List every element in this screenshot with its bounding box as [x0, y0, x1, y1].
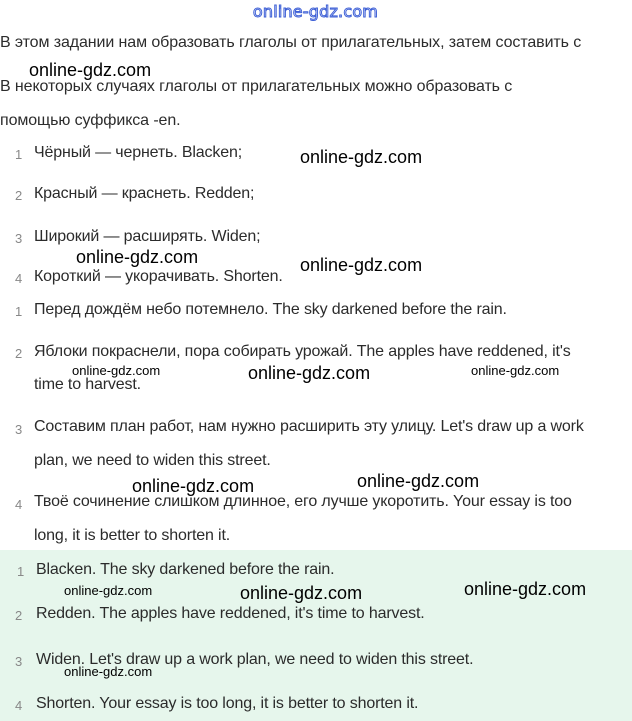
answer-item: Blacken. The sky darkened before the rain.: [36, 561, 335, 578]
watermark: online-gdz.com: [240, 583, 363, 603]
intro-line-1: В этом задании нам образовать глаголы от прилагательных, затем составить с: [0, 34, 582, 51]
list-b-item: Перед дождём небо потемнело. The sky darkened before the rain.: [34, 301, 507, 318]
list-a-item: Красный — краснеть. Redden;: [34, 185, 255, 202]
list-b-number: 1: [15, 304, 23, 319]
watermark: online-gdz.com: [132, 476, 255, 496]
list-a-number: 2: [15, 188, 23, 203]
answer-number: 2: [15, 608, 23, 623]
watermark: online-gdz.com: [29, 60, 152, 80]
watermark: online-gdz.com: [248, 363, 371, 383]
list-b-item-line: time to harvest.: [34, 376, 141, 393]
list-b-number: 4: [15, 497, 23, 512]
list-a-number: 1: [15, 147, 23, 162]
watermark: online-gdz.com: [471, 363, 560, 378]
list-a-number: 4: [15, 271, 23, 286]
watermark: online-gdz.com: [64, 583, 153, 598]
watermark: online-gdz.com: [76, 247, 199, 267]
list-a-number: 3: [15, 231, 23, 246]
answer-item: Widen. Let's draw up a work plan, we need to widen this street.: [36, 651, 474, 668]
site-header-logo[interactable]: online-gdz.com: [252, 2, 379, 21]
answer-item: Redden. The apples have reddened, it's time to harvest.: [36, 605, 425, 622]
watermark: online-gdz.com: [300, 147, 423, 167]
list-a-item: Широкий — расширять. Widen;: [34, 228, 261, 245]
watermark: online-gdz.com: [72, 363, 161, 378]
list-b-number: 3: [15, 422, 23, 437]
watermark: online-gdz.com: [300, 255, 423, 275]
list-a-item: Короткий — укорачивать. Shorten.: [34, 268, 283, 285]
intro-line-2: В некоторых случаях глаголы от прилагательных можно образовать с: [0, 78, 513, 95]
list-b-item-line: Яблоки покраснели, пора собирать урожай. The apples have reddened, it's: [34, 343, 571, 360]
answer-item: Shorten. Your essay is too long, it is better to shorten it.: [36, 695, 419, 712]
watermark: online-gdz.com: [357, 471, 480, 491]
list-b-number: 2: [15, 346, 23, 361]
answer-number: 1: [17, 564, 25, 579]
answer-number: 3: [15, 654, 23, 669]
watermark: online-gdz.com: [464, 579, 587, 599]
list-b-item-line: Составим план работ, нам нужно расширить эту улицу. Let's draw up a work: [34, 418, 584, 435]
list-b-item-line: plan, we need to widen this street.: [34, 452, 271, 469]
intro-line-3: помощью суффикса -en.: [0, 112, 181, 129]
watermark: online-gdz.com: [64, 664, 153, 679]
list-b-item-line: Твоё сочинение слишком длинное, его лучше укоротить. Your essay is too: [34, 493, 572, 510]
list-b-item-line: long, it is better to shorten it.: [34, 527, 231, 544]
answer-number: 4: [15, 698, 23, 713]
list-a-item: Чёрный — чернеть. Blacken;: [34, 144, 242, 161]
